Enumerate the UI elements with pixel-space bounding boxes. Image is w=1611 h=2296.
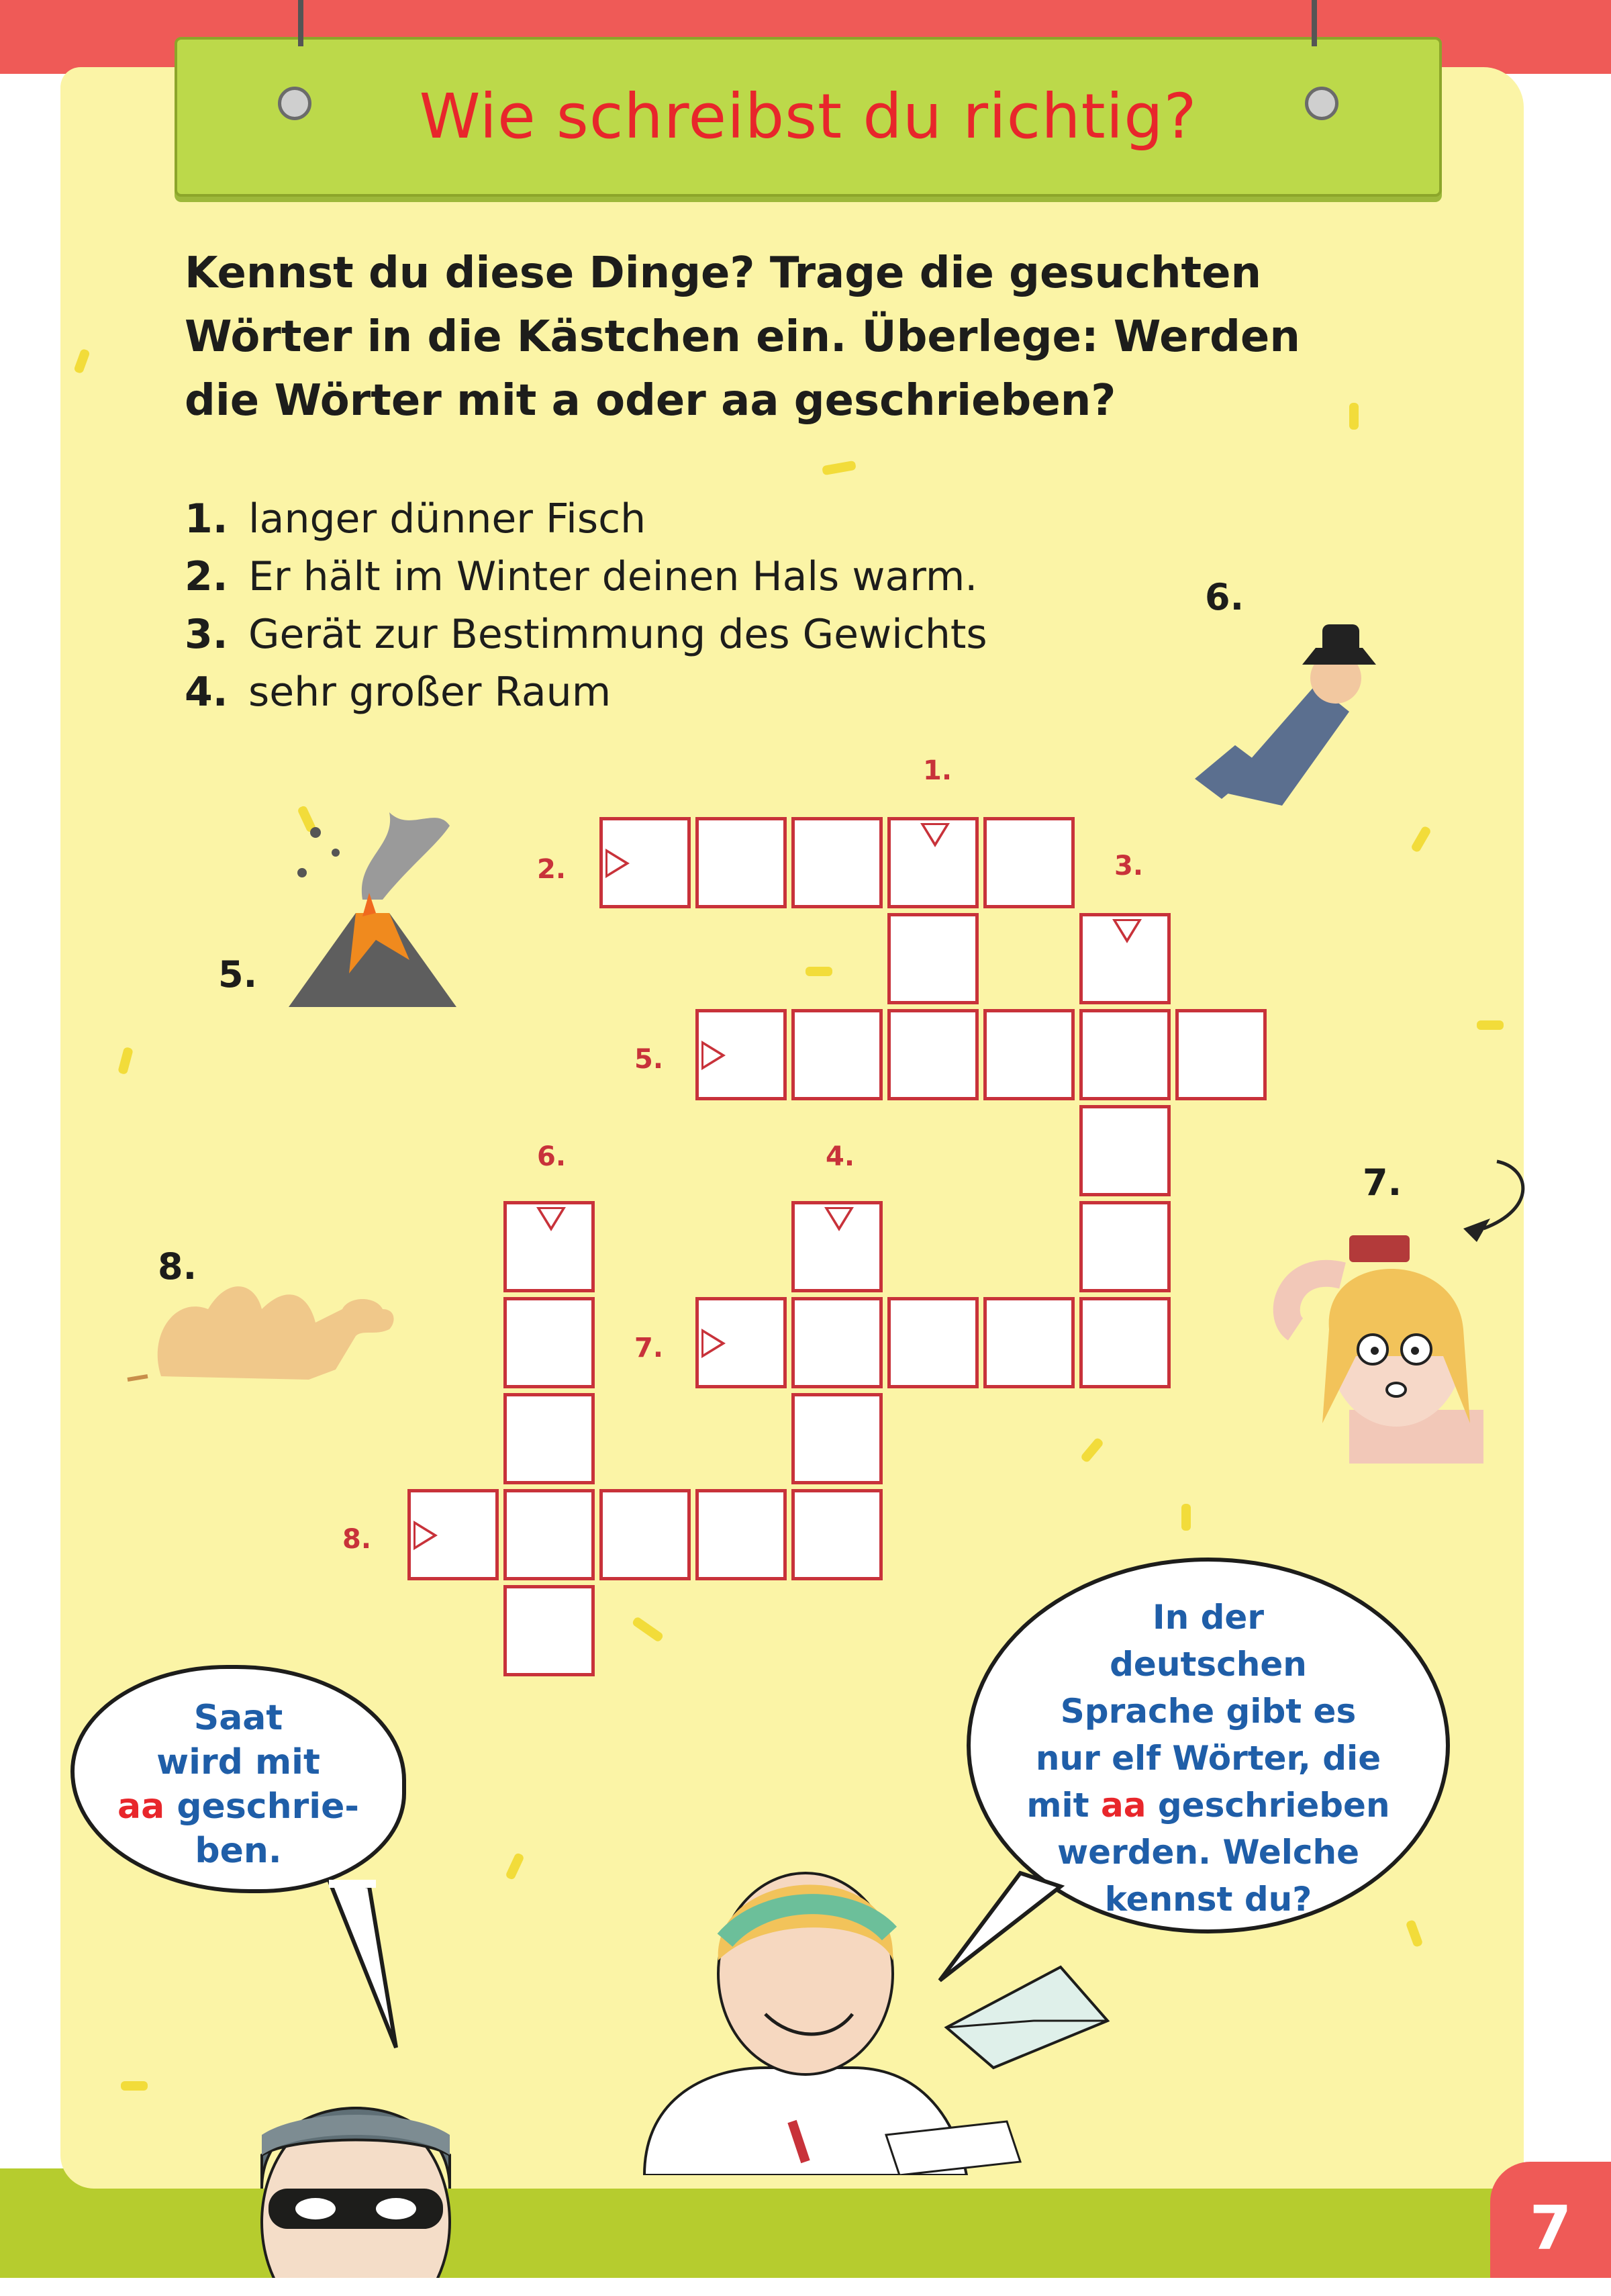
clue-item: 1. langer dünner Fisch bbox=[185, 495, 646, 542]
clue-list bbox=[185, 490, 1191, 721]
crossword-cell[interactable] bbox=[599, 1489, 691, 1580]
bubble-left-line: ben. bbox=[195, 1831, 282, 1871]
clue-item: 2. Er hält im Winter deinen Hals warm. bbox=[185, 553, 978, 600]
crossword-cell[interactable] bbox=[1079, 913, 1171, 1004]
crossword-cell[interactable] bbox=[983, 1297, 1075, 1388]
crossword-cell[interactable] bbox=[791, 1009, 883, 1100]
speech-bubble-left bbox=[70, 1665, 406, 1893]
crossword-cell[interactable] bbox=[1079, 1009, 1171, 1100]
crossword-cell[interactable] bbox=[503, 1393, 595, 1484]
crossword-cell[interactable] bbox=[1175, 1009, 1267, 1100]
grid-number-1: 1. bbox=[923, 755, 953, 786]
grid-number-3: 3. bbox=[1114, 851, 1144, 881]
crossword-cell[interactable] bbox=[791, 1201, 883, 1292]
crossword-cell[interactable] bbox=[695, 1009, 787, 1100]
bubble-right-line: nur elf Wörter, die bbox=[1035, 1739, 1381, 1778]
crossword-cell[interactable] bbox=[791, 1489, 883, 1580]
clue-item: 3. Gerät zur Bestimmung des Gewichts bbox=[185, 611, 987, 658]
bubble-left-line: Saat bbox=[193, 1698, 283, 1738]
envelope-icon bbox=[940, 1960, 1114, 2074]
crossword-cell[interactable] bbox=[599, 817, 691, 908]
clue-item: 4. sehr großer Raum bbox=[185, 669, 612, 716]
bubble-left-line: wird mit bbox=[156, 1742, 320, 1782]
bubble-right-line: In der bbox=[1153, 1598, 1264, 1637]
grid-number-7: 7. bbox=[634, 1333, 664, 1364]
title-banner bbox=[175, 37, 1442, 197]
grid-number-8: 8. bbox=[342, 1524, 372, 1555]
crossword-cell[interactable] bbox=[791, 1297, 883, 1388]
picture-label-5: 5. bbox=[218, 953, 258, 996]
crossword-cell[interactable] bbox=[1079, 1297, 1171, 1388]
instructions-text: Kennst du diese Dinge? Trage die gesuchten Wörter in die Kästchen ein. Überlege: Werden die Wörter mit a oder aa geschrieben? bbox=[185, 248, 1300, 426]
grid-number-2: 2. bbox=[537, 854, 567, 885]
crossword-cell[interactable] bbox=[887, 1009, 979, 1100]
picture-label-8: 8. bbox=[158, 1245, 197, 1288]
grid-number-5: 5. bbox=[634, 1044, 664, 1075]
bubble-right-line: mit aa geschrieben bbox=[1026, 1786, 1390, 1825]
bubble-left-line: aa geschrie- bbox=[117, 1786, 359, 1827]
crossword-cell[interactable] bbox=[503, 1201, 595, 1292]
crossword-cell[interactable] bbox=[791, 817, 883, 908]
girl-hair-icon bbox=[1235, 1155, 1557, 1464]
crossword-cell[interactable] bbox=[695, 817, 787, 908]
page-title: Wie schreibst du richtig? bbox=[419, 81, 1198, 152]
crossword-cell[interactable] bbox=[695, 1297, 787, 1388]
bubble-right-line: Sprache gibt es bbox=[1060, 1692, 1357, 1731]
detective-icon bbox=[1181, 611, 1389, 806]
volcano-icon bbox=[275, 785, 470, 1014]
crossword-cell[interactable] bbox=[983, 1009, 1075, 1100]
crossword-cell[interactable] bbox=[887, 817, 979, 908]
bubble-left-tail bbox=[315, 1880, 409, 2054]
crossword-cell[interactable] bbox=[1079, 1201, 1171, 1292]
crossword-cell[interactable] bbox=[983, 817, 1075, 908]
picture-label-6: 6. bbox=[1205, 576, 1244, 618]
picture-label-7: 7. bbox=[1363, 1161, 1402, 1204]
bubble-right-line: werden. Welche bbox=[1057, 1833, 1360, 1872]
crossword-cell[interactable] bbox=[887, 1297, 979, 1388]
crossword-cell[interactable] bbox=[503, 1297, 595, 1388]
grid-number-4: 4. bbox=[826, 1141, 855, 1172]
crossword-cell[interactable] bbox=[503, 1585, 595, 1676]
crossword-cell[interactable] bbox=[1079, 1105, 1171, 1196]
crossword-cell[interactable] bbox=[503, 1489, 595, 1580]
crossword-cell[interactable] bbox=[407, 1489, 499, 1580]
burglar-icon bbox=[248, 2054, 463, 2278]
crossword-cell[interactable] bbox=[791, 1393, 883, 1484]
page-number: 7 bbox=[1490, 2162, 1611, 2278]
camel-icon bbox=[121, 1269, 403, 1390]
grid-number-6: 6. bbox=[537, 1141, 567, 1172]
bubble-right-line: kennst du? bbox=[1104, 1880, 1312, 1919]
crossword-cell[interactable] bbox=[695, 1489, 787, 1580]
crossword-cell[interactable] bbox=[887, 913, 979, 1004]
bubble-right-line: deutschen bbox=[1110, 1645, 1307, 1684]
